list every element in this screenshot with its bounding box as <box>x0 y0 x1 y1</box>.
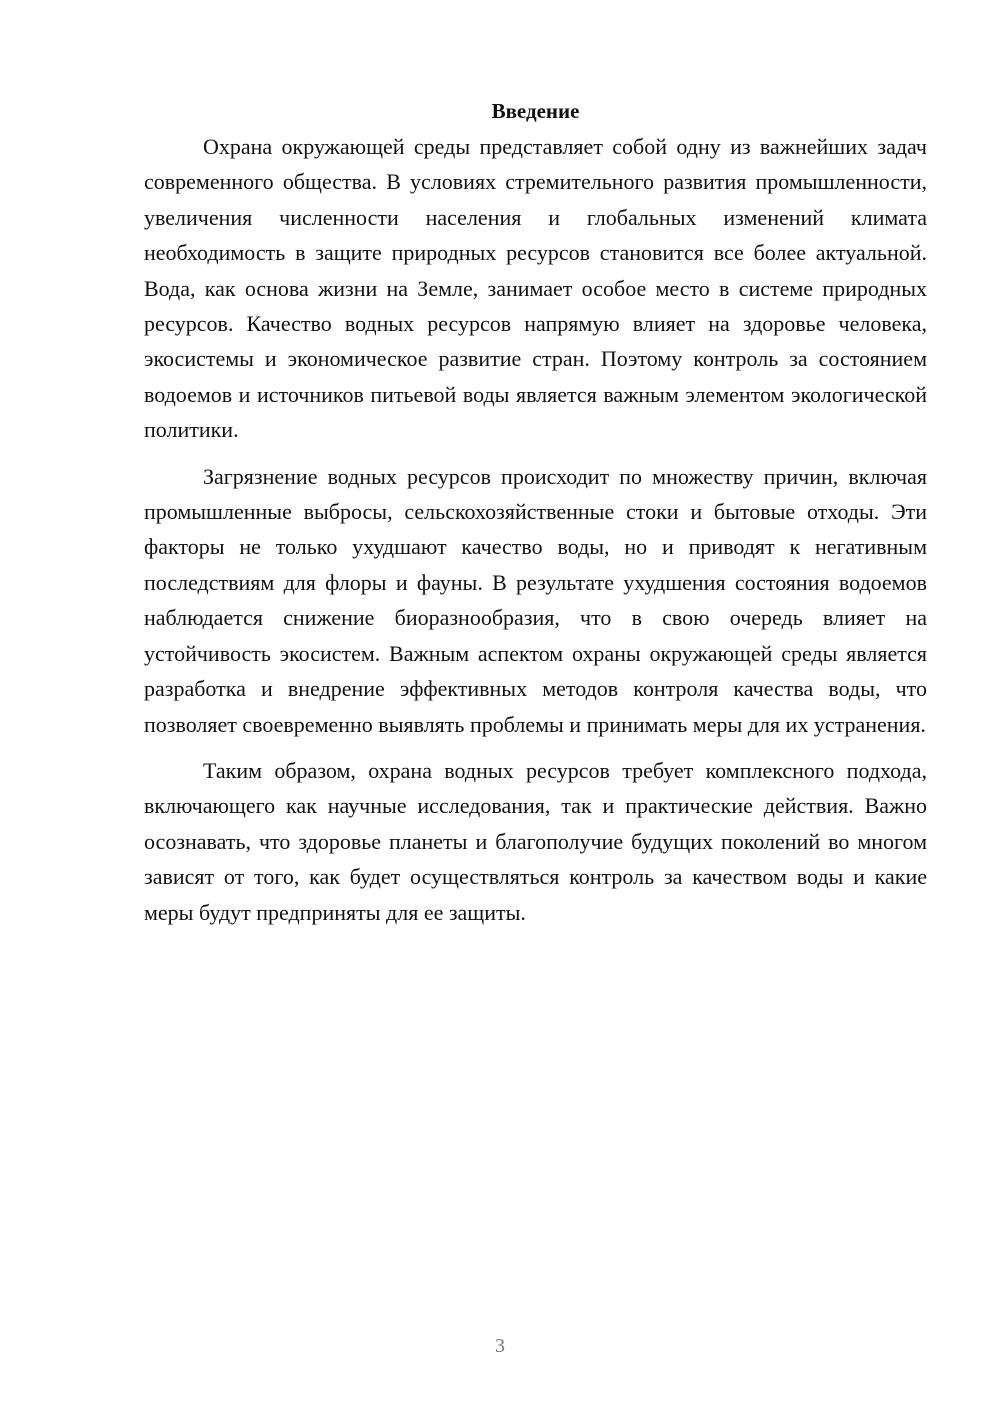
paragraph-1: Охрана окружающей среды представляет собой одну из важнейших задач современного общества. В условиях стремительного развития промышленности, увеличения численности населения и глобальных изменений климата необходимость в защите природных ресурсов становится все более актуальной. Вода, как основа жизни на Земле, занимает особое место в системе природных ресурсов. Качество водных ресурсов напрямую влияет на здоровье человека, экосистемы и экономическое развитие стран. Поэтому контроль за состоянием водоемов и источников питьевой воды является важным элементом экологической политики. <box>144 134 927 443</box>
page-number: 3 <box>495 1335 505 1357</box>
paragraph-2: Загрязнение водных ресурсов происходит по множеству причин, включая промышленные выбросы, сельскохозяйственные стоки и бытовые отходы. Эти факторы не только ухудшают качество воды, но и приводят к негативным последствиям для флоры и фауны. В результате ухудшения состояния водоемов наблюдается снижение биоразнообразия, что в свою очередь влияет на устойчивость экосистем. Важным аспектом охраны окружающей среды является разработка и внедрение эффективных методов контроля качества воды, что позволяет своевременно выявлять проблемы и принимать меры для их устранения. <box>144 463 927 737</box>
page-content <box>144 94 927 941</box>
paragraph-3: Таким образом, охрана водных ресурсов требует комплексного подхода, включающего как научные исследования, так и практические действия. Важно осознавать, что здоровье планеты и благополучие будущих поколений во многом зависят от того, как будет осуществляться контроль за качеством воды и какие меры будут предприняты для ее защиты. <box>144 757 927 925</box>
section-title: Введение <box>491 99 580 123</box>
